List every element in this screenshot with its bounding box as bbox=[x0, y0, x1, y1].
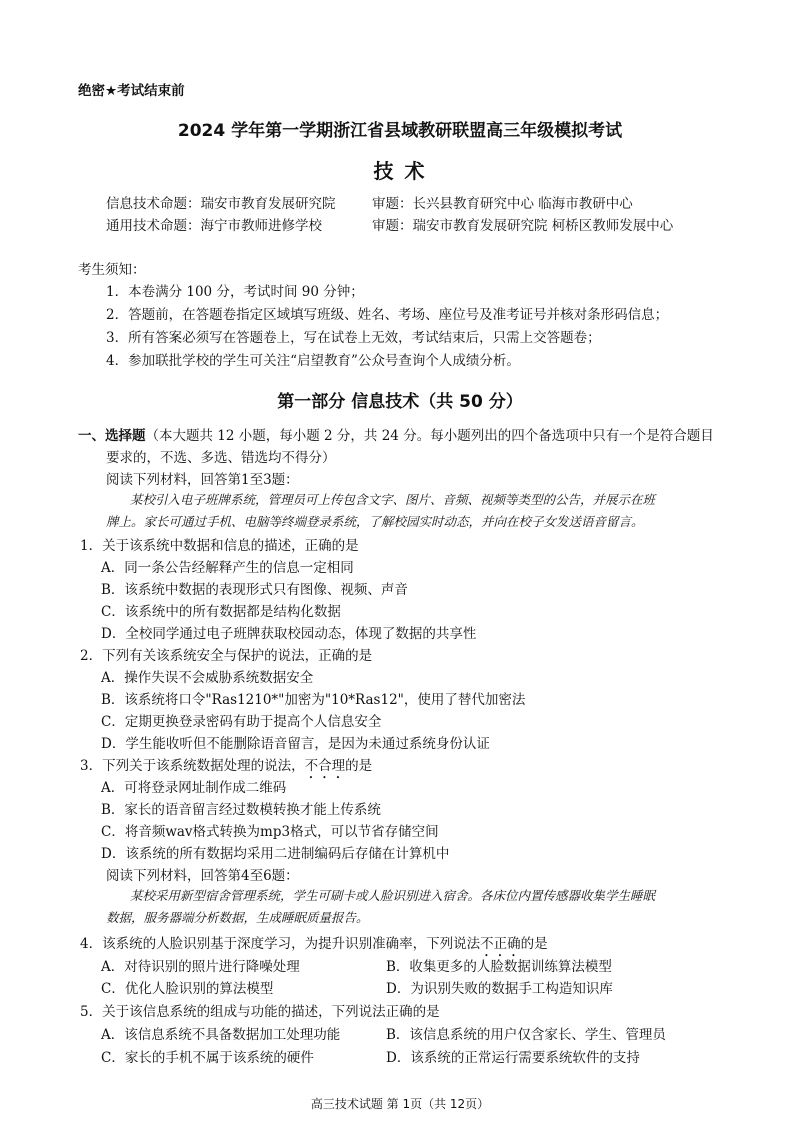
notice-item: 4．参加联批学校的学生可关注“启望教育”公众号查询个人成绩分析。 bbox=[106, 353, 520, 369]
section-desc-cont: 要求的，不选、多选、错选均不得分） bbox=[106, 450, 336, 466]
material-1-line-1: 某校引入电子班牌系统，管理员可上传包含文字、图片、音频、视频等类型的公告，并展示在班 bbox=[130, 492, 656, 507]
question-3-stem-emph: 不合理 bbox=[304, 758, 346, 774]
question-4-option-a: A．对待识别的照片进行降噪处理 bbox=[101, 959, 300, 975]
credit-it-review: 审题：长兴县教育研究中心 临海市教研中心 bbox=[372, 196, 633, 212]
part-title: 第一部分 信息技术（共 50 分） bbox=[277, 392, 523, 412]
question-5-option-d: D．该系统的正常运行需要系统软件的支持 bbox=[386, 1050, 640, 1066]
question-4-option-c: C．优化人脸识别的算法模型 bbox=[101, 981, 274, 997]
credit-it-author: 信息技术命题：瑞安市教育发展研究院 bbox=[106, 196, 336, 212]
question-1-option-d: D．全校同学通过电子班牌获取校园动态，体现了数据的共享性 bbox=[101, 626, 477, 642]
question-4-stem-pre: 4．该系统的人脸识别基于深度学习，为提升识别准确率，下列说法 bbox=[80, 936, 481, 952]
question-5-option-a: A．该信息系统不具备数据加工处理功能 bbox=[101, 1027, 341, 1043]
question-5-stem: 5．关于该信息系统的组成与功能的描述，下列说法正确的是 bbox=[80, 1004, 440, 1020]
material-2-line-2: 数据，服务器端分析数据，生成睡眠质量报告。 bbox=[106, 910, 369, 925]
notice-item: 3．所有答案必须写在答题卷上，写在试卷上无效，考试结束后，只需上交答题卷； bbox=[106, 330, 601, 346]
question-3-option-b: B．家长的语音留言经过数模转换才能上传系统 bbox=[101, 802, 381, 818]
section-heading bbox=[78, 424, 714, 444]
question-1-option-c: C．该系统中的所有数据都是结构化数据 bbox=[101, 604, 341, 620]
question-3-option-d: D．该系统的所有数据均采用二进制编码后存储在计算机中 bbox=[101, 846, 450, 862]
question-3-option-a: A．可将登录网址制作成二维码 bbox=[101, 780, 287, 796]
credit-gt-review: 审题：瑞安市教育发展研究院 柯桥区教师发展中心 bbox=[372, 218, 674, 234]
question-5-option-b: B．该信息系统的用户仅含家长、学生、管理员 bbox=[386, 1027, 666, 1043]
question-2-option-c: C．定期更换登录密码有助于提高个人信息安全 bbox=[101, 714, 382, 730]
question-2-option-d: D．学生能收听但不能删除语音留言，是因为未通过系统身份认证 bbox=[101, 736, 490, 752]
question-1-stem: 1．关于该系统中数据和信息的描述，正确的是 bbox=[80, 538, 359, 554]
question-2-option-b: B．该系统将口令"Ras1210*"加密为"10*Ras12"，使用了替代加密法 bbox=[101, 692, 526, 708]
material-2-line-1: 某校采用新型宿舍管理系统，学生可刷卡或人脸识别进入宿舍。各床位内置传感器收集学生睡眠 bbox=[130, 888, 656, 903]
question-2-stem: 2．下列有关该系统安全与保护的说法，正确的是 bbox=[80, 648, 373, 664]
notice-item: 2．答题前，在答题卷指定区域填写班级、姓名、考场、座位号及准考证号并核对条形码信息； bbox=[106, 307, 669, 323]
question-3-stem-post: 的是 bbox=[345, 758, 373, 774]
question-4-option-b: B．收集更多的人脸数据训练算法模型 bbox=[386, 959, 612, 975]
reading-prompt-2: 阅读下列材料，回答第4至6题： bbox=[106, 868, 299, 884]
question-4-option-d: D．为识别失败的数据手工构造知识库 bbox=[386, 981, 613, 997]
exam-title: 2024 学年第一学期浙江省县域教研联盟高三年级模拟考试 bbox=[177, 121, 623, 141]
question-3-stem-pre: 3．下列关于该系统数据处理的说法， bbox=[80, 758, 305, 774]
question-1-option-b: B．该系统中数据的表现形式只有图像、视频、声音 bbox=[101, 582, 408, 598]
question-1-option-a: A．同一条公告经解释产生的信息一定相同 bbox=[101, 560, 354, 576]
confidential-mark: 绝密★考试结束前 bbox=[78, 83, 185, 99]
section-desc: （本大题共 12 小题，每小题 2 分，共 24 分。每小题列出的四个备选项中只有一个是符合题目 bbox=[145, 428, 714, 444]
reading-prompt-1: 阅读下列材料，回答第1至3题： bbox=[106, 472, 299, 488]
question-3-option-c: C．将音频wav格式转换为mp3格式，可以节省存储空间 bbox=[101, 824, 439, 840]
notice-item: 1．本卷满分 100 分，考试时间 90 分钟； bbox=[106, 284, 364, 300]
question-4-stem-emph: 不正确 bbox=[480, 936, 521, 952]
page-footer: 高三技术试题 第 1页（共 12页） bbox=[310, 1097, 490, 1111]
question-2-option-a: A．操作失误不会威胁系统数据安全 bbox=[101, 670, 314, 686]
credit-gt-author: 通用技术命题：海宁市教师进修学校 bbox=[106, 218, 322, 234]
question-4-stem-post: 的是 bbox=[520, 936, 548, 952]
material-1-line-2: 牌上。家长可通过手机、电脑等终端登录系统，了解校园实时动态，并向在校子女发送语音留言。 bbox=[106, 514, 644, 529]
question-5-option-c: C．家长的手机不属于该系统的硬件 bbox=[101, 1050, 314, 1066]
notice-heading: 考生须知： bbox=[78, 262, 146, 278]
section-label: 一、选择题 bbox=[78, 428, 146, 444]
subject-title: 技 术 bbox=[373, 159, 427, 183]
